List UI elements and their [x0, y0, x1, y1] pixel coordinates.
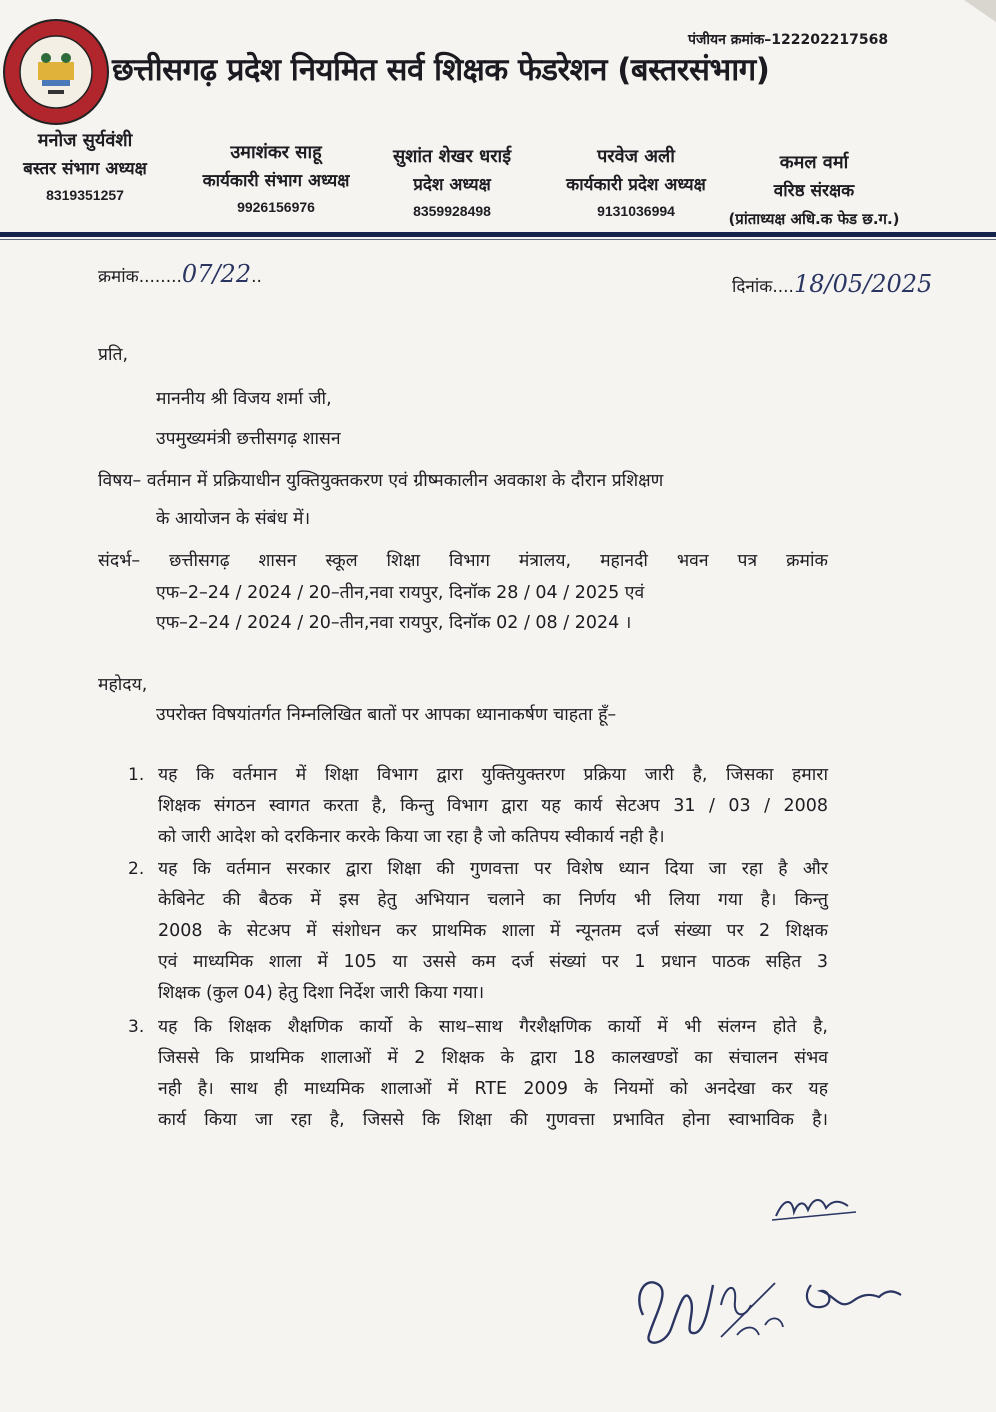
official-1	[0, 128, 170, 203]
point-1-line: को जारी आदेश को दरकिनार करके किया जा रहा है जो कतिपय स्वीकार्य नही है।	[158, 827, 665, 847]
official-designation: वरिष्ठ संरक्षक	[773, 181, 855, 201]
ref-dots: ........	[138, 267, 182, 287]
header-divider	[0, 232, 996, 237]
point-2-number: 2.	[128, 859, 145, 879]
official-designation: कार्यकारी संभाग अध्यक्ष	[202, 171, 350, 191]
header-divider-thin	[0, 239, 996, 240]
reference-number	[98, 260, 262, 288]
official-4	[542, 144, 730, 219]
page-corner-fold	[956, 0, 996, 30]
official-5	[712, 150, 916, 229]
official-designation: प्रदेश अध्यक्ष	[413, 175, 491, 195]
main-signature	[625, 1245, 915, 1364]
point-2-line: एवं माध्यमिक शाला में 105 या उससे कम दर्ज संख्यां पर 1 प्रधान पाठक सहित 3	[158, 952, 828, 972]
point-1-line: यह कि वर्तमान में शिक्षा विभाग द्वारा युक्तियुक्तरण प्रक्रिया जारी है, जिसका हमारा	[158, 765, 828, 785]
point-3-line: यह कि शिक्षक शैक्षणिक कार्यो के साथ–साथ गैरशैक्षणिक कार्यो में भी संलग्न होते है,	[158, 1017, 828, 1037]
registration-number: पंजीयन क्रमांक–122202217568	[688, 32, 889, 48]
official-phone: 9926156976	[237, 199, 315, 215]
official-phone: 8359928498	[413, 203, 491, 219]
date-dots: ....	[772, 277, 794, 297]
official-phone: 8319351257	[46, 187, 124, 203]
reference-line-1: संदर्भ– छत्तीसगढ़ शासन स्कूल शिक्षा विभाग मंत्रालय, महानदी भवन पत्र क्रमांक	[98, 551, 828, 571]
official-name: परवेज अली	[597, 146, 675, 167]
point-3-line: जिससे कि प्राथमिक शालाओं में 2 शिक्षक के द्वारा 18 कालखण्डों का संचालन संभव	[158, 1048, 828, 1068]
point-3-line: नही है। साथ ही माध्यमिक शालाओं में RTE 2009 के नियमों को अनदेखा कर यह	[158, 1079, 828, 1099]
date-value: 18/05/2025	[793, 270, 933, 298]
official-name: कमल वर्मा	[779, 152, 849, 173]
subject-line-2: के आयोजन के संबंध में।	[156, 509, 311, 529]
official-phone: 9131036994	[597, 203, 675, 219]
official-name: मनोज सुर्यवंशी	[37, 130, 133, 151]
point-2	[158, 854, 828, 1009]
official-note: (प्रांताध्यक्ष अधि.क फेड छ.ग.)	[728, 210, 900, 228]
point-2-line: यह कि वर्तमान सरकार द्वारा शिक्षा की गुणवत्ता पर विशेष ध्यान दिया जा रहा है और	[158, 859, 828, 879]
initial-signature	[770, 1190, 860, 1234]
official-2	[178, 140, 374, 215]
point-1	[158, 760, 828, 853]
intro-text: उपरोक्त विषयांतर्गत निम्नलिखित बातों पर आपका ध्यानाकर्षण चाहता हूँ–	[156, 705, 617, 725]
point-1-line: शिक्षक संगठन स्वागत करता है, किन्तु विभाग द्वारा यह कार्य सेटअप 31 / 03 / 2008	[158, 796, 828, 816]
to-label: प्रति,	[98, 345, 129, 365]
subject-line-1: विषय– वर्तमान में प्रक्रियाधीन युक्तियुक्तकरण एवं ग्रीष्मकालीन अवकाश के दौरान प्रशिक्षण	[98, 471, 664, 491]
ref-dots-end: ..	[251, 267, 262, 287]
reference-line-3: एफ–2–24 / 2024 / 20–तीन,नवा रायपुर, दिनॉक 02 / 08 / 2024 ।	[156, 613, 632, 633]
official-name: सुशांत शेखर धराई	[392, 146, 512, 167]
letter-date	[732, 270, 932, 298]
official-designation: कार्यकारी प्रदेश अध्यक्ष	[566, 175, 706, 195]
official-name: उमाशंकर साहू	[230, 142, 322, 163]
reference-line-2: एफ–2–24 / 2024 / 20–तीन,नवा रायपुर, दिनॉक 28 / 04 / 2025 एवं	[156, 583, 645, 603]
federation-logo	[2, 18, 110, 126]
recipient-name: माननीय श्री विजय शर्मा जी,	[156, 389, 332, 409]
organization-name: छत्तीसगढ़ प्रदेश नियमित सर्व शिक्षक फेडरेशन (बस्तरसंभाग)	[112, 52, 770, 88]
recipient-title: उपमुख्यमंत्री छत्तीसगढ़ शासन	[156, 429, 341, 449]
point-2-line: 2008 के सेटअप में संशोधन कर प्राथमिक शाला में न्यूनतम दर्ज संख्या पर 2 शिक्षक	[158, 921, 828, 941]
official-designation: बस्तर संभाग अध्यक्ष	[23, 159, 147, 179]
official-3	[370, 144, 534, 219]
salutation: महोदय,	[98, 675, 148, 695]
point-2-line: केबिनेट की बैठक में इस हेतु अभियान चलाने का निर्णय भी लिया गया है। किन्तु	[158, 890, 828, 910]
point-3-number: 3.	[128, 1017, 145, 1037]
point-3	[158, 1012, 828, 1136]
point-1-number: 1.	[128, 765, 145, 785]
ref-label: क्रमांक	[98, 267, 139, 287]
point-2-line: शिक्षक (कुल 04) हेतु दिशा निर्देश जारी किया गया।	[158, 983, 485, 1003]
ref-value: 07/22	[181, 260, 252, 288]
date-label: दिनांक	[732, 277, 773, 297]
point-3-line: कार्य किया जा रहा है, जिससे कि शिक्षा की गुणवत्ता प्रभावित होना स्वाभाविक है।	[158, 1110, 828, 1130]
